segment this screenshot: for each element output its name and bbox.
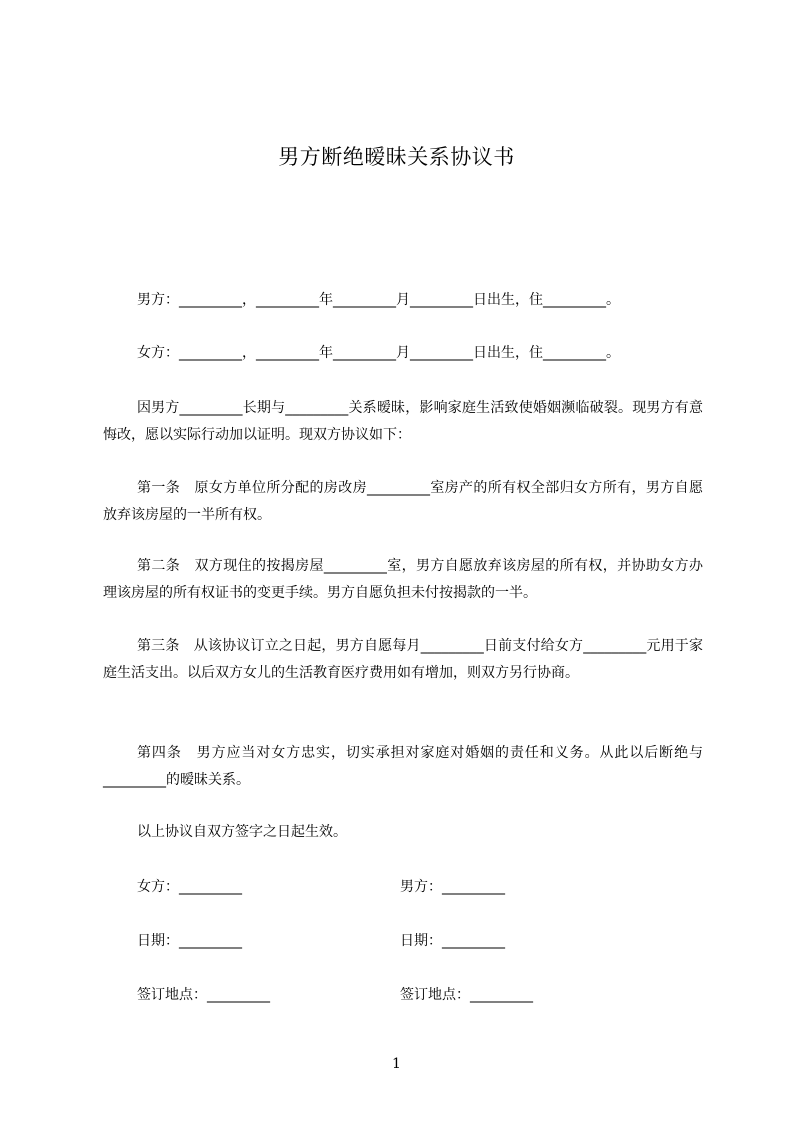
- signature-place-left: 签订地点：_________: [137, 987, 270, 1003]
- preamble-text: 因男方_________长期与_________关系暧昧，影响家庭生活致使婚姻濒临破裂。现男方有意悔改，愿以实际行动加以证明。现双方协议如下：: [103, 400, 703, 443]
- article-3: [103, 633, 703, 687]
- effective-clause: 以上协议自双方签字之日起生效。: [137, 824, 347, 840]
- article-1: [103, 475, 703, 529]
- signature-date-left: 日期：_________: [137, 933, 242, 949]
- male-party-line: 男方：_________，_________年_________月_________日出生，住_________。: [137, 292, 620, 308]
- article-1-text: 第一条 原女方单位所分配的房改房_________室房产的所有权全部归女方所有，男方自愿放弃该房屋的一半所有权。: [103, 480, 703, 523]
- signature-female: 女方：_________: [137, 879, 242, 895]
- signature-place-right: 签订地点：_________: [400, 987, 533, 1003]
- article-3-text: 第三条 从该协议订立之日起，男方自愿每月_________日前支付给女方_________元用于家庭生活支出。以后双方女儿的生活教育医疗费用如有增加，则双方另行协商。: [103, 638, 703, 681]
- document-title: 男方断绝暧昧关系协议书: [278, 145, 515, 169]
- signature-date-right: 日期：_________: [400, 933, 505, 949]
- article-4: [103, 740, 703, 794]
- article-2-text: 第二条 双方现住的按揭房屋_________室，男方自愿放弃该房屋的所有权，并协助女方办理该房屋的所有权证书的变更手续。男方自愿负担未付按揭款的一半。: [103, 558, 703, 601]
- page-number: 1: [392, 1056, 401, 1072]
- preamble-paragraph: [103, 395, 703, 449]
- signature-male: 男方：_________: [400, 879, 505, 895]
- article-4-text: 第四条 男方应当对女方忠实，切实承担对家庭对婚姻的责任和义务。从此以后断绝与_________的暧昧关系。: [103, 745, 703, 788]
- article-2: [103, 553, 703, 607]
- female-party-line: 女方：_________，_________年_________月_________日出生，住_________。: [137, 345, 620, 361]
